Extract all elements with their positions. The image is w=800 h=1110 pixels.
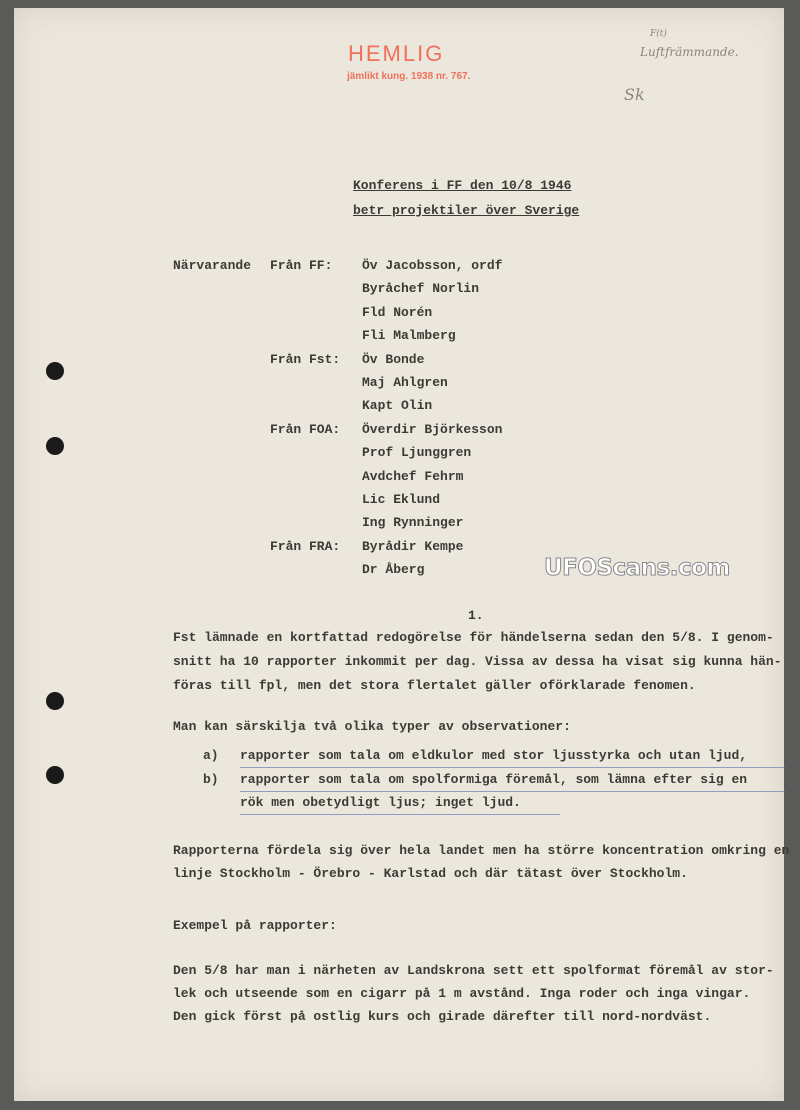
attendee-name: Lic Eklund [362,492,441,507]
paragraph-line: lek och utseende som en cigarr på 1 m avstånd. Inga roder och inga vingar. [173,986,751,1001]
watermark: UFOScans.com [544,555,730,581]
punch-hole [46,692,64,710]
attendee-name: Öv Jacobsson, ordf [362,258,503,273]
document-page [14,8,790,1101]
paragraph-line: Den 5/8 har man i närheten av Landskrona sett ett spolformat föremål av stor- [173,963,774,978]
attendee-group-label: Från FOA: [270,421,341,437]
list-marker: a) [203,748,219,763]
attendee-group-label: Från FRA: [270,538,341,554]
heading-line-2: betr projektiler över Sverige [353,203,580,218]
classification-stamp-subtitle: jämlikt kung. 1938 nr. 767. [347,71,471,82]
pen-underline [240,791,785,792]
attendee-name: Prof Ljunggren [362,445,472,461]
attendee-name: Fld Norén [362,304,433,320]
list-item: rapporter som tala om eldkulor med stor ljusstyrka och utan ljud, [240,748,748,763]
attendee-group-label: Från Fst: [270,351,341,367]
paragraph-line: Rapporterna fördela sig över hela landet men ha större koncentration omkring en [173,843,790,858]
handwritten-signature: Sk [624,85,645,104]
list-item: rapporter som tala om spolformiga föremål, som lämna efter sig en [240,772,748,787]
paragraph-line: linje Stockholm - Örebro - Karlstad och där tätast över Stockholm. [173,866,688,881]
heading-line-1: Konferens i FF den 10/8 1946 [353,178,572,193]
punch-hole [46,766,64,784]
handwritten-note: F(t) [650,29,667,39]
paragraph-line: Den gick först på ostlig kurs och girade därefter till nord-nordväst. [173,1009,712,1024]
attendee-name: Ing Rynninger [362,515,464,531]
classification-stamp: HEMLIG [348,41,445,66]
pen-underline [240,767,785,768]
attendee-name: Kapt Olin [362,398,433,414]
attendee-name: Maj Ahlgren [362,375,448,390]
attendee-name: Öv Bonde [362,351,425,367]
paragraph-line: snitt ha 10 rapporter inkommit per dag. Vissa av dessa ha visat sig kunna hän- [173,654,782,669]
attendee-name: Avdchef Fehrm [362,468,464,484]
attendee-name: Fli Malmberg [362,328,456,344]
examples-heading: Exempel på rapporter: [173,918,337,933]
punch-hole [46,362,64,380]
paragraph-line: föras till fpl, men det stora flertalet gäller oförklarade fenomen. [173,678,696,693]
handwritten-note: Luftfrämmande. [640,45,739,59]
attendee-name: Överdir Björkesson [362,421,503,437]
list-marker: b) [203,772,219,787]
section-number: 1. [468,608,484,623]
paragraph-line: Man kan särskilja två olika typer av observationer: [173,719,571,734]
punch-hole [46,437,64,455]
attendees-label: Närvarande [173,258,252,273]
list-item: rök men obetydligt ljus; inget ljud. [240,795,521,810]
paragraph-line: Fst lämnade en kortfattad redogörelse för händelserna sedan den 5/8. I genom- [173,630,774,645]
attendee-name: Byråchef Norlin [362,281,480,297]
attendee-name: Byrådir Kempe [362,538,464,554]
pen-underline [240,814,560,815]
attendee-group-label: Från FF: [270,258,333,273]
attendee-name: Dr Åberg [362,562,425,578]
